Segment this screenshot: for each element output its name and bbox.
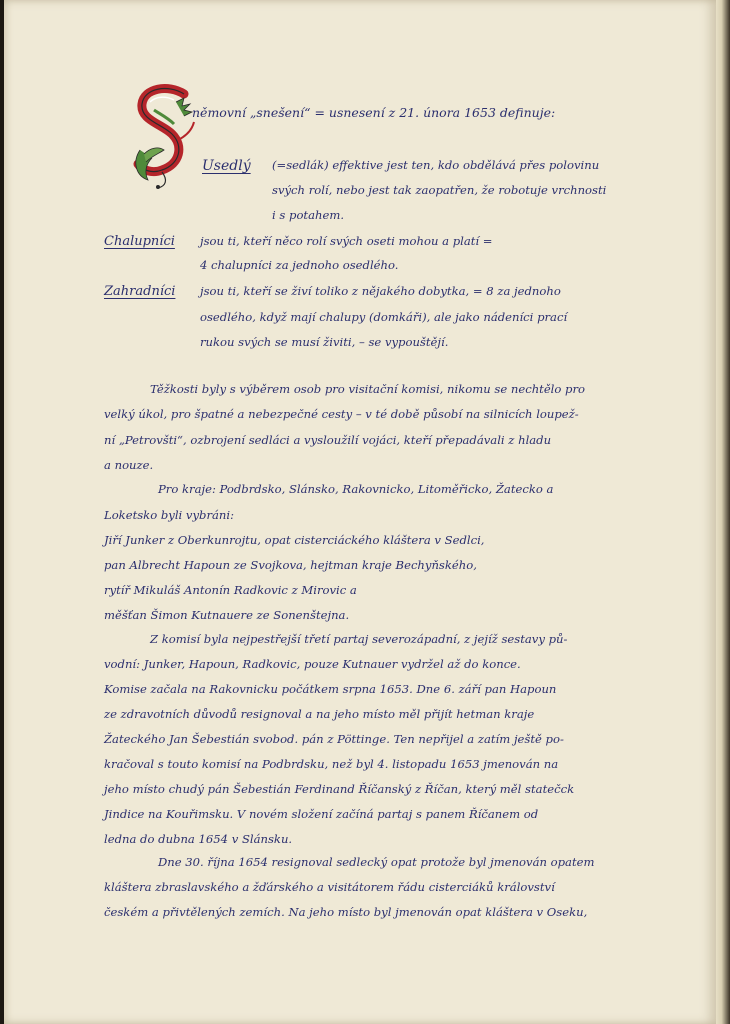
body-line: pan Albrecht Hapoun ze Svojkova, hejtman kraje Bechyňského, — [104, 558, 477, 572]
term-chalupnici-line: 4 chalupníci za jednoho osedlého. — [200, 258, 399, 272]
term-zahradnici-line: rukou svých se musí živiti, – se vypouštějí. — [200, 335, 449, 349]
body-line: a nouze. — [104, 458, 154, 472]
body-line: Komise začala na Rakovnicku počátkem srpna 1653. Dne 6. září pan Hapoun — [104, 682, 557, 696]
term-usedly-label: Usedlý — [202, 158, 251, 174]
decorated-initial-s-icon — [132, 84, 200, 190]
body-line: kračoval s touto komisí na Podbrdsku, než byl 4. listopadu 1653 jmenován na — [104, 757, 559, 771]
body-line: ze zdravotních důvodů resignoval a na jeho místo měl přijít hetman kraje — [104, 707, 535, 721]
body-line: Těžkosti byly s výběrem osob pro visitační komisi, nikomu se nechtělo pro — [150, 382, 585, 396]
body-line: českém a přivtělených zemích. Na jeho místo byl jmenován opat kláštera v Oseku, — [104, 905, 588, 919]
term-zahradnici-label: Zahradníci — [104, 284, 176, 299]
body-line: Pro kraje: Podbrdsko, Slánsko, Rakovnicko, Litoměřicko, Žatecko a — [158, 482, 554, 496]
body-line: Z komisí byla nejpestřejší třetí partaj severozápadní, z jejíž sestavy pů- — [150, 632, 568, 646]
body-line: kláštera zbraslavského a žďárského a visitátorem řádu cisterciáků království — [104, 880, 555, 894]
term-usedly-line: (=sedlák) effektive jest ten, kdo obdělává přes polovinu — [272, 158, 600, 172]
body-line: Dne 30. října 1654 resignoval sedlecký opat protože byl jmenován opatem — [158, 855, 595, 869]
body-line: vodní: Junker, Hapoun, Radkovic, pouze Kutnauer vydržel až do konce. — [104, 657, 521, 671]
term-chalupnici-label: Chalupníci — [104, 234, 175, 249]
body-line: Žateckého Jan Šebestián svobod. pán z Pöttinge. Ten nepřijel a zatím ještě po- — [104, 732, 564, 746]
heading-text: němovní „snešení“ = usnesení z 21. února 1653 definuje: — [192, 105, 556, 120]
body-line: ledna do dubna 1654 v Slánsku. — [104, 832, 293, 846]
body-line: Jiří Junker z Oberkunrojtu, opat cisterciáckého kláštera v Sedlci, — [104, 533, 485, 547]
term-chalupnici-line: jsou ti, kteří něco rolí svých oseti mohou a platí = — [200, 234, 493, 248]
body-line: Loketsko byli vybráni: — [104, 508, 234, 522]
term-usedly-line: svých rolí, nebo jest tak zaopatřen, že robotuje vrchnosti — [272, 183, 607, 197]
body-line: měšťan Šimon Kutnauere ze Sonenštejna. — [104, 608, 350, 622]
body-line: jeho místo chudý pán Šebestián Ferdinand Říčanský z Říčan, který měl statečck — [104, 782, 575, 796]
term-zahradnici-line: jsou ti, kteří se živí toliko z nějakého dobytka, = 8 za jednoho — [200, 284, 561, 298]
body-line: rytíř Mikuláš Antonín Radkovic z Mirovic a — [104, 583, 357, 597]
term-zahradnici-line: osedlého, když mají chalupy (domkáři), ale jako nádeníci prací — [200, 310, 568, 324]
body-line: velký úkol, pro špatné a nebezpečné cesty – v té době působí na silnicích loupež- — [104, 407, 579, 421]
book-page-edge — [716, 0, 730, 1024]
body-line: ní „Petrovšti“, ozbrojení sedláci a vysloužilí vojáci, kteří přepadávali z hladu — [104, 433, 552, 447]
body-line: Jindice na Kouřimsku. V novém složení začíná partaj s panem Říčanem od — [104, 807, 539, 821]
manuscript-page — [4, 0, 716, 1024]
term-usedly-line: i s potahem. — [272, 208, 345, 222]
